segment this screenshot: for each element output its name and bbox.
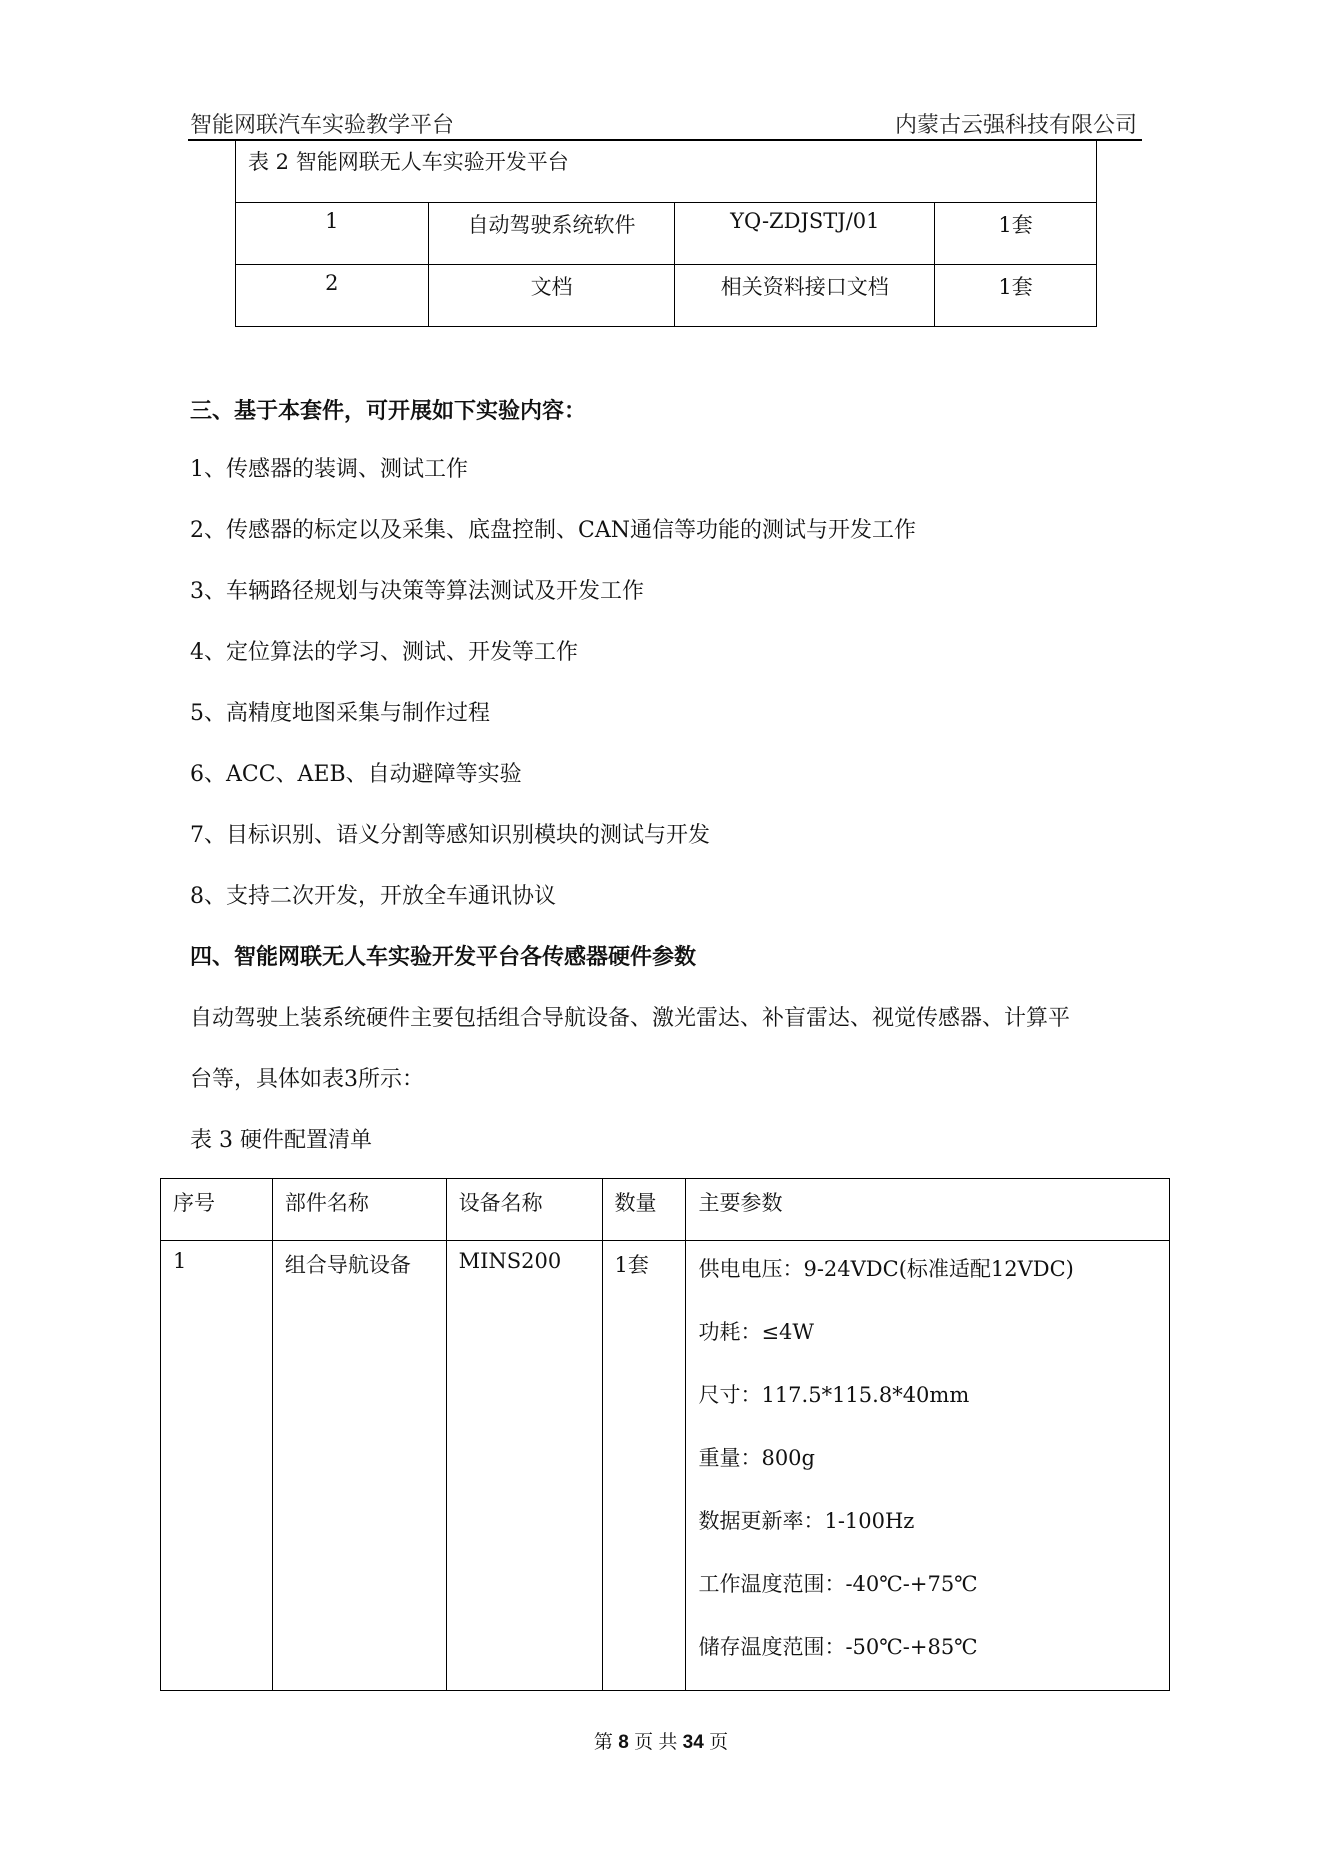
param-line: 工作温度范围：-40℃-+75℃ (698, 1572, 978, 1596)
footer-suffix: 页 (709, 1732, 729, 1753)
page-header-right: 内蒙古云强科技有限公司 (894, 113, 1137, 138)
page-number: 8 (618, 1732, 629, 1753)
footer-prefix: 第 (593, 1732, 613, 1753)
param-line: 重量：800g (698, 1446, 815, 1470)
param-line: 功耗：≤4W (698, 1320, 814, 1344)
table-cell: 1套 (935, 203, 1097, 265)
table-2-caption: 表 2 智能网联无人车实验开发平台 (236, 140, 1097, 203)
table-cell: MINS200 (446, 1241, 602, 1691)
param-line: 供电电压：9-24VDC(标准适配12VDC) (698, 1257, 1074, 1281)
table-cell: 文档 (428, 265, 675, 327)
table-cell: YQ-ZDJSTJ/01 (675, 203, 935, 265)
table-cell: 1套 (935, 265, 1097, 327)
table-header-row (161, 1179, 1170, 1241)
table-row (161, 1241, 1170, 1691)
table-cell: 相关资料接口文档 (675, 265, 935, 327)
list-item: 6、ACC、AEB、自动避障等实验 (190, 762, 522, 787)
list-item: 1、传感器的装调、测试工作 (190, 457, 468, 482)
table-3-caption: 表 3 硬件配置清单 (190, 1128, 372, 1153)
column-header: 设备名称 (446, 1179, 602, 1241)
table-cell: 自动驾驶系统软件 (428, 203, 675, 265)
page-header-left: 智能网联汽车实验教学平台 (190, 113, 455, 138)
param-line: 储存温度范围：-50℃-+85℃ (698, 1635, 978, 1659)
param-line: 尺寸：117.5*115.8*40mm (698, 1383, 970, 1407)
list-item: 3、车辆路径规划与决策等算法测试及开发工作 (190, 579, 644, 604)
section-3-heading: 三、基于本套件，可开展如下实验内容： (190, 398, 587, 424)
table-cell: 2 (236, 265, 429, 327)
section-4-heading: 四、智能网联无人车实验开发平台各传感器硬件参数 (190, 944, 697, 970)
column-header: 数量 (602, 1179, 686, 1241)
list-item: 5、高精度地图采集与制作过程 (190, 701, 490, 726)
list-item: 7、目标识别、语义分割等感知识别模块的测试与开发 (190, 823, 710, 848)
table-row (236, 265, 1097, 327)
column-header: 序号 (161, 1179, 273, 1241)
list-item: 4、定位算法的学习、测试、开发等工作 (190, 640, 578, 665)
list-item: 2、传感器的标定以及采集、底盘控制、CAN通信等功能的测试与开发工作 (190, 518, 916, 543)
table-cell: 组合导航设备 (272, 1241, 446, 1691)
table-cell: 1 (236, 203, 429, 265)
param-line: 数据更新率：1-100Hz (698, 1509, 915, 1533)
table-2 (235, 140, 1097, 327)
table-cell: 1 (161, 1241, 273, 1691)
page-total: 34 (682, 1732, 704, 1753)
paragraph-line: 台等，具体如表3所示： (190, 1067, 424, 1092)
list-item: 8、支持二次开发，开放全车通讯协议 (190, 884, 556, 909)
table-row (236, 203, 1097, 265)
column-header: 主要参数 (686, 1179, 1170, 1241)
column-header: 部件名称 (272, 1179, 446, 1241)
paragraph-line: 自动驾驶上装系统硬件主要包括组合导航设备、激光雷达、补盲雷达、视觉传感器、计算平 (190, 1006, 1071, 1031)
page-footer (0, 1727, 1322, 1754)
table-3 (160, 1178, 1170, 1691)
table-cell: 1套 (602, 1241, 686, 1691)
params-cell (686, 1241, 1170, 1691)
footer-middle: 页 共 (634, 1732, 678, 1753)
